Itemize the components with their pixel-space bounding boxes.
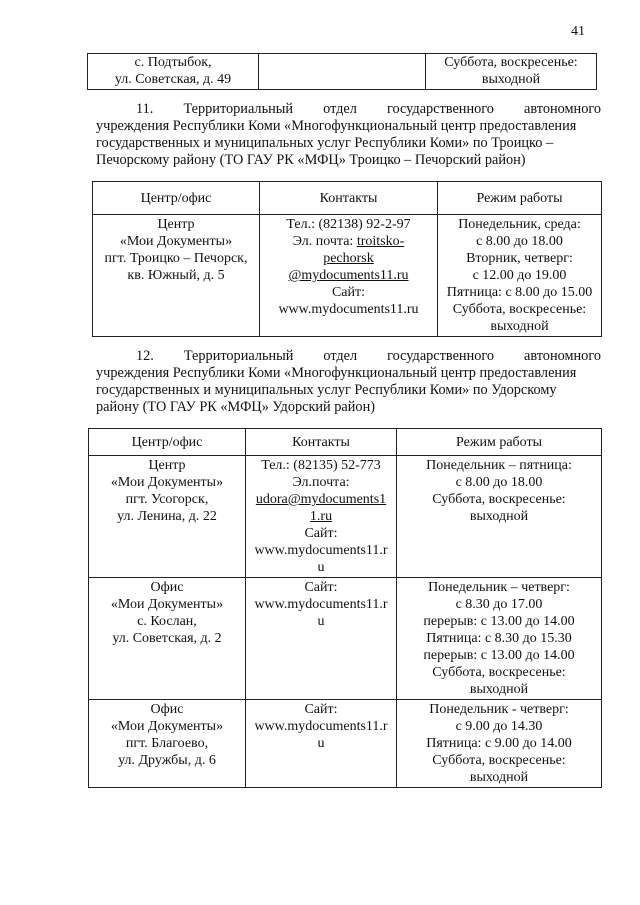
hours-line: с 8.00 до 18.00 (476, 234, 563, 249)
section-title-start: Территориальный отдел государственного автономного (183, 348, 601, 364)
hours-line: Суббота, воскресенье: (432, 665, 566, 680)
column-header: Режим работы (438, 182, 602, 215)
section-line: учреждения Республики Коми «Многофункциональный центр предоставления (96, 365, 577, 381)
section-number: 11. (136, 101, 154, 117)
section-line: району (ТО ГАУ РК «МФЦ» Удорский район) (96, 399, 375, 415)
office-line: «Мои Документы» (119, 234, 233, 249)
hours-line: Понедельник - четверг: (429, 702, 569, 717)
site-url: www.mydocuments11.ru (278, 302, 419, 317)
email-link[interactable]: @mydocuments11.ru (288, 268, 409, 283)
email-link[interactable]: 1.ru (309, 509, 333, 524)
site-url: u (317, 614, 325, 629)
hours-line: выходной (490, 319, 549, 334)
hours-line: Вторник, четверг: (466, 251, 573, 266)
site-url: u (317, 560, 325, 575)
email-link[interactable]: udora@mydocuments1 (255, 492, 387, 507)
site-label: Сайт: (304, 702, 338, 717)
continued-office-table (87, 53, 597, 90)
table-row (89, 700, 602, 788)
section-title-start: Территориальный отдел государственного автономного (183, 101, 601, 117)
office-line: пгт. Троицко – Печорск, (104, 251, 248, 266)
column-header: Контакты (246, 429, 397, 456)
office-line: с. Подтыбок, (134, 55, 212, 70)
office-cell (93, 215, 260, 337)
hours-line: Пятница: с 9.00 до 14.00 (426, 736, 572, 751)
hours-cell (397, 456, 602, 578)
site-url: www.mydocuments11.r (254, 543, 388, 558)
office-line: с. Кослан, (137, 614, 197, 629)
page-number: 41 (571, 24, 585, 39)
office-cell (89, 700, 246, 788)
table-header-row (93, 182, 602, 215)
site-url: www.mydocuments11.r (254, 719, 388, 734)
hours-line: Суббота, воскресенье: (444, 55, 578, 70)
hours-line: перерыв: с 13.00 до 14.00 (423, 648, 575, 663)
site-url: u (317, 736, 325, 751)
email-link[interactable]: troitsko- (356, 234, 405, 249)
hours-cell (438, 215, 602, 337)
contacts-cell (259, 54, 426, 90)
table-header-row (89, 429, 602, 456)
section-11-first-line (96, 101, 601, 118)
site-label: Сайт: (304, 526, 338, 541)
site-url: www.mydocuments11.r (254, 597, 388, 612)
hours-line: Суббота, воскресенье: (432, 492, 566, 507)
column-header: Контакты (260, 182, 438, 215)
site-label: Сайт: (331, 285, 366, 300)
office-line: ул. Ленина, д. 22 (117, 509, 217, 524)
hours-line: Пятница: с 8.30 до 15.30 (426, 631, 572, 646)
hours-line: перерыв: с 13.00 до 14.00 (423, 614, 575, 629)
section-12-table (88, 428, 602, 788)
phone: Тел.: (82135) 52-773 (261, 458, 381, 473)
hours-line: Понедельник – пятница: (426, 458, 572, 473)
site-label: Сайт: (304, 580, 338, 595)
office-line: «Мои Документы» (110, 719, 224, 734)
hours-cell (426, 54, 597, 90)
section-line: государственных и муниципальных услуг Республики Коми» по Троицко – (96, 135, 554, 151)
hours-line: Суббота, воскресенье: (432, 753, 566, 768)
section-12-first-line (96, 348, 601, 365)
column-header: Режим работы (397, 429, 602, 456)
hours-line: с 8.30 до 17.00 (455, 597, 543, 612)
hours-line: выходной (469, 509, 529, 524)
office-line: ул. Советская, д. 49 (114, 72, 232, 87)
office-cell (89, 456, 246, 578)
email-label: Эл.почта: (292, 475, 350, 490)
office-line: Офис (150, 702, 184, 717)
phone: Тел.: (82138) 92-2-97 (286, 217, 411, 232)
section-11-table (92, 181, 602, 337)
table-row (93, 215, 602, 337)
contacts-cell (260, 215, 438, 337)
section-line: Печорскому району (ТО ГАУ РК «МФЦ» Троицко – Печорский район) (96, 152, 526, 168)
hours-line: с 12.00 до 19.00 (472, 268, 567, 283)
section-line: государственных и муниципальных услуг Республики Коми» по Удорскому (96, 382, 557, 398)
office-line: Офис (150, 580, 184, 595)
office-line: «Мои Документы» (110, 597, 224, 612)
email-link[interactable]: pechorsk (323, 251, 374, 266)
office-line: «Мои Документы» (110, 475, 224, 490)
office-line: ул. Дружбы, д. 6 (118, 753, 216, 768)
email-line (263, 233, 434, 250)
office-line: Центр (157, 217, 195, 232)
office-line: пгт. Усогорск, (125, 492, 209, 507)
column-header: Центр/офис (93, 182, 260, 215)
hours-line: выходной (469, 770, 529, 785)
section-number: 12. (136, 348, 154, 364)
hours-line: Пятница: с 8.00 до 15.00 (446, 285, 593, 300)
table-row (89, 578, 602, 700)
office-line: ул. Советская, д. 2 (112, 631, 222, 646)
hours-line: Понедельник – четверг: (428, 580, 570, 595)
contacts-cell (246, 456, 397, 578)
hours-line: выходной (469, 682, 529, 697)
email-label: Эл. почта: (292, 234, 357, 249)
table-row (88, 54, 597, 90)
office-cell (88, 54, 259, 90)
hours-line: Суббота, воскресенье: (452, 302, 587, 317)
contacts-cell (246, 700, 397, 788)
hours-line: Понедельник, среда: (458, 217, 581, 232)
hours-line: с 9.00 до 14.30 (455, 719, 543, 734)
contacts-cell (246, 578, 397, 700)
section-line: учреждения Республики Коми «Многофункциональный центр предоставления (96, 118, 577, 134)
office-line: Центр (148, 458, 186, 473)
hours-cell (397, 578, 602, 700)
hours-cell (397, 700, 602, 788)
table-row (89, 456, 602, 578)
office-cell (89, 578, 246, 700)
hours-line: выходной (481, 72, 541, 87)
column-header: Центр/офис (89, 429, 246, 456)
office-line: пгт. Благоево, (125, 736, 209, 751)
hours-line: с 8.00 до 18.00 (455, 475, 543, 490)
section-12-heading (96, 348, 601, 416)
section-11-heading (96, 101, 601, 169)
office-line: кв. Южный, д. 5 (127, 268, 225, 283)
